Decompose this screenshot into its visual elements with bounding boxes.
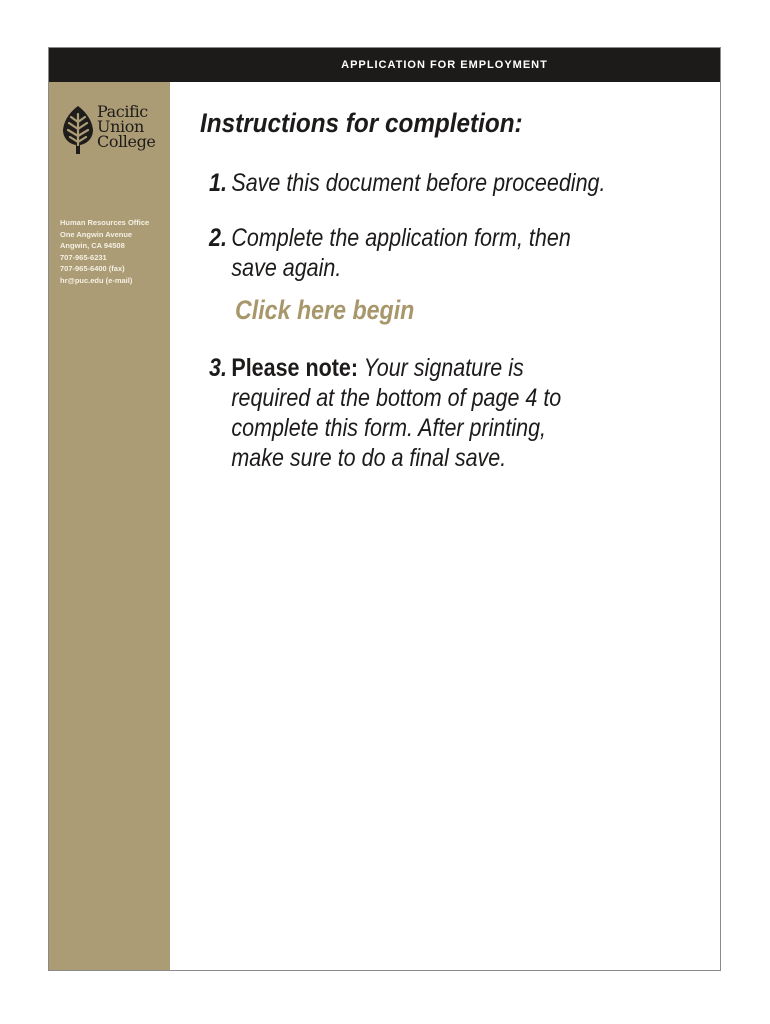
contact-address	[60, 217, 149, 286]
step-text: Save this document before proceeding.	[231, 169, 606, 197]
fax-line: 707-965-6400 (fax)	[60, 264, 125, 273]
address-line: One Angwin Avenue	[60, 229, 133, 239]
header-title: APPLICATION FOR EMPLOYMENT	[341, 59, 548, 71]
logo-line: College	[97, 132, 156, 151]
step-number: 2.	[209, 224, 227, 252]
email-line: hr@puc.edu (e-mail)	[60, 275, 133, 285]
instructions-section	[200, 108, 700, 139]
step-emphasis: Please note:	[231, 354, 359, 382]
address-line: Angwin, CA 94508	[60, 241, 125, 250]
logo-wordmark	[97, 104, 156, 149]
step-number: 1.	[209, 169, 227, 197]
step-text: Complete the application form, then	[231, 224, 571, 252]
logo-line: Pacific	[97, 102, 148, 121]
step-3	[209, 353, 561, 473]
step-number: 3.	[209, 354, 227, 382]
leaf-tree-icon	[60, 104, 96, 156]
step-text: save again.	[231, 254, 342, 282]
step-text: required at the bottom of page 4 to	[231, 384, 562, 412]
college-logo	[60, 104, 165, 162]
header-bar	[49, 48, 720, 82]
application-page	[48, 47, 721, 971]
phone-line: 707-965-6231	[60, 252, 107, 262]
sidebar	[49, 82, 170, 970]
logo-line: Union	[97, 117, 144, 136]
click-here-begin-link[interactable]: Click here begin	[235, 295, 415, 325]
step-text: Your signature is	[358, 354, 524, 382]
step-text: complete this form. After printing,	[231, 414, 547, 442]
instructions-title: Instructions for completion:	[200, 108, 523, 138]
address-line: Human Resources Office	[60, 218, 150, 227]
step-2	[209, 223, 571, 283]
step-1	[209, 168, 605, 198]
step-text: make sure to do a final save.	[231, 444, 507, 472]
